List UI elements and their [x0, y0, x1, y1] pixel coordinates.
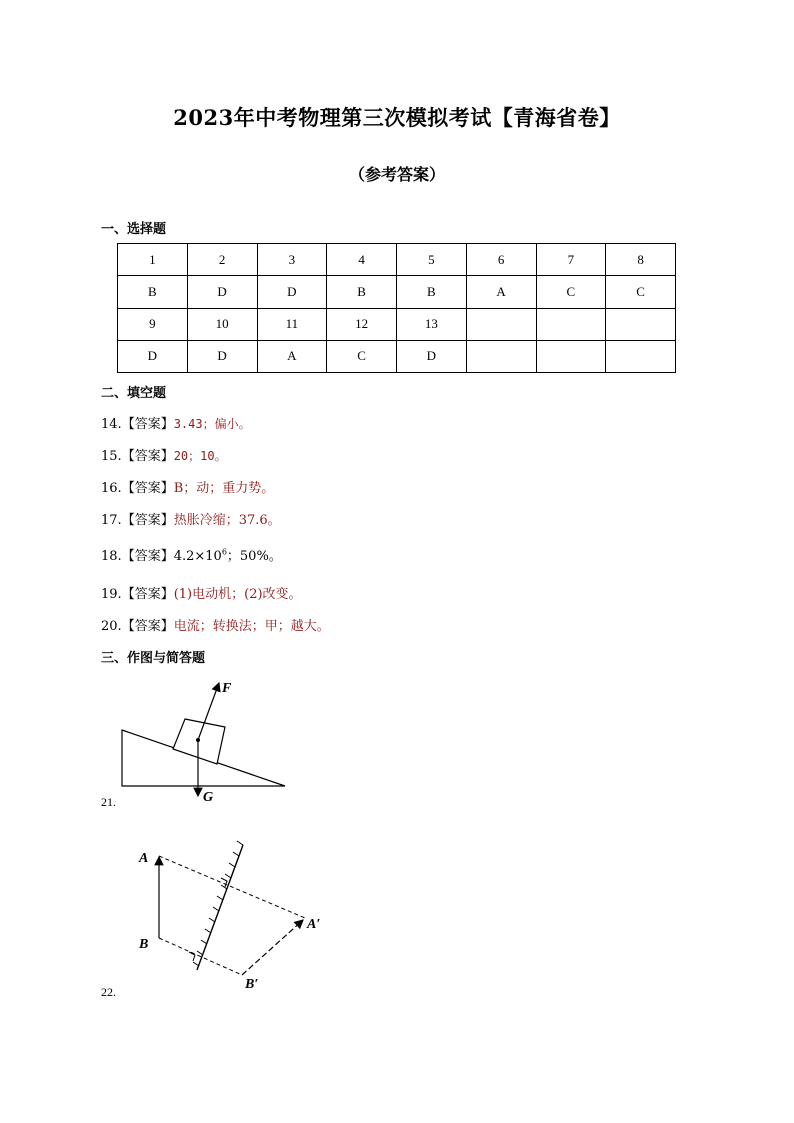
label-g: G [203, 790, 214, 805]
mirror-image-diagram [125, 840, 335, 1000]
label-b: B [139, 937, 149, 952]
question-22-number: 22. [101, 985, 116, 999]
answer-exponent: 6 [221, 547, 227, 557]
table-cell [606, 340, 676, 372]
answer-tag: 【答案】 [121, 619, 174, 634]
table-cell: 1 [118, 244, 188, 276]
answer-row-16 [101, 477, 274, 496]
section-choice: 一、选择题 [101, 222, 167, 237]
answer-tag: 【答案】 [121, 481, 174, 496]
table-cell: 5 [397, 244, 467, 276]
answer-row-15 [101, 445, 227, 464]
answer-text: 热胀冷缩；37.6。 [173, 513, 281, 528]
answer-text: 20；10。 [173, 449, 227, 463]
section-drawing: 三、作图与简答题 [101, 651, 206, 666]
label-b-prime: B′ [245, 977, 259, 992]
table-cell: D [187, 340, 257, 372]
table-cell: B [327, 276, 397, 308]
table-cell: 6 [466, 244, 536, 276]
table-cell: A [466, 276, 536, 308]
table-cell: 4 [327, 244, 397, 276]
question-number: 18. [101, 549, 122, 564]
page-subtitle: （参考答案） [348, 165, 445, 184]
table-cell: 13 [397, 308, 467, 340]
table-row [118, 340, 676, 372]
table-cell: 2 [187, 244, 257, 276]
answer-tag: 【答案】 [121, 587, 174, 602]
table-row [118, 244, 676, 276]
question-number: 16. [101, 481, 122, 496]
question-number: 17. [101, 513, 122, 528]
table-cell: D [397, 340, 467, 372]
answer-text: 电流；转换法；甲；越大。 [173, 619, 330, 634]
table-cell: 9 [118, 308, 188, 340]
label-a: A [139, 851, 149, 866]
image-arrow [242, 920, 303, 975]
mirror-line [193, 841, 243, 970]
table-cell [466, 340, 536, 372]
table-cell: D [257, 276, 327, 308]
answer-text: 3.43；偏小。 [173, 417, 251, 431]
page-title: 2023年中考物理第三次模拟考试【青海省卷】 [173, 105, 621, 130]
answer-base: 4.2×10 [173, 549, 222, 564]
answer-row-19 [101, 583, 302, 602]
table-cell: 11 [257, 308, 327, 340]
question-number: 20. [101, 619, 122, 634]
table-cell: D [118, 340, 188, 372]
table-cell: D [187, 276, 257, 308]
table-cell: 12 [327, 308, 397, 340]
question-21-number: 21. [101, 795, 116, 809]
answer-text: ；50%。 [226, 549, 282, 564]
table-row [118, 308, 676, 340]
label-a-prime: A′ [307, 917, 321, 932]
question-number: 19. [101, 587, 122, 602]
table-cell: 7 [536, 244, 606, 276]
table-cell: C [606, 276, 676, 308]
table-cell [606, 308, 676, 340]
answer-text: (1)电动机；(2)改变。 [173, 587, 302, 602]
answer-row-14 [101, 413, 251, 432]
answer-row-17 [101, 509, 281, 528]
question-number: 15. [101, 449, 122, 464]
table-cell [536, 340, 606, 372]
dash-b [159, 938, 242, 975]
table-cell: A [257, 340, 327, 372]
answer-text: B；动；重力势。 [173, 481, 275, 496]
answer-tag: 【答案】 [121, 417, 174, 432]
choice-answer-table [117, 243, 676, 373]
answer-tag: 【答案】 [121, 549, 174, 564]
label-f: F [222, 681, 232, 696]
answer-tag: 【答案】 [121, 449, 174, 464]
table-cell: B [118, 276, 188, 308]
answer-tag: 【答案】 [121, 513, 174, 528]
table-cell: C [327, 340, 397, 372]
question-number: 14. [101, 417, 122, 432]
table-cell [536, 308, 606, 340]
table-cell: 10 [187, 308, 257, 340]
table-cell: B [397, 276, 467, 308]
answer-row-20 [101, 615, 330, 634]
table-cell [466, 308, 536, 340]
incline-force-diagram [110, 676, 310, 806]
table-cell: 3 [257, 244, 327, 276]
table-row [118, 276, 676, 308]
section-fill-blank: 二、填空题 [101, 386, 167, 401]
table-cell: 8 [606, 244, 676, 276]
answer-row-18 [101, 545, 282, 564]
table-cell: C [536, 276, 606, 308]
